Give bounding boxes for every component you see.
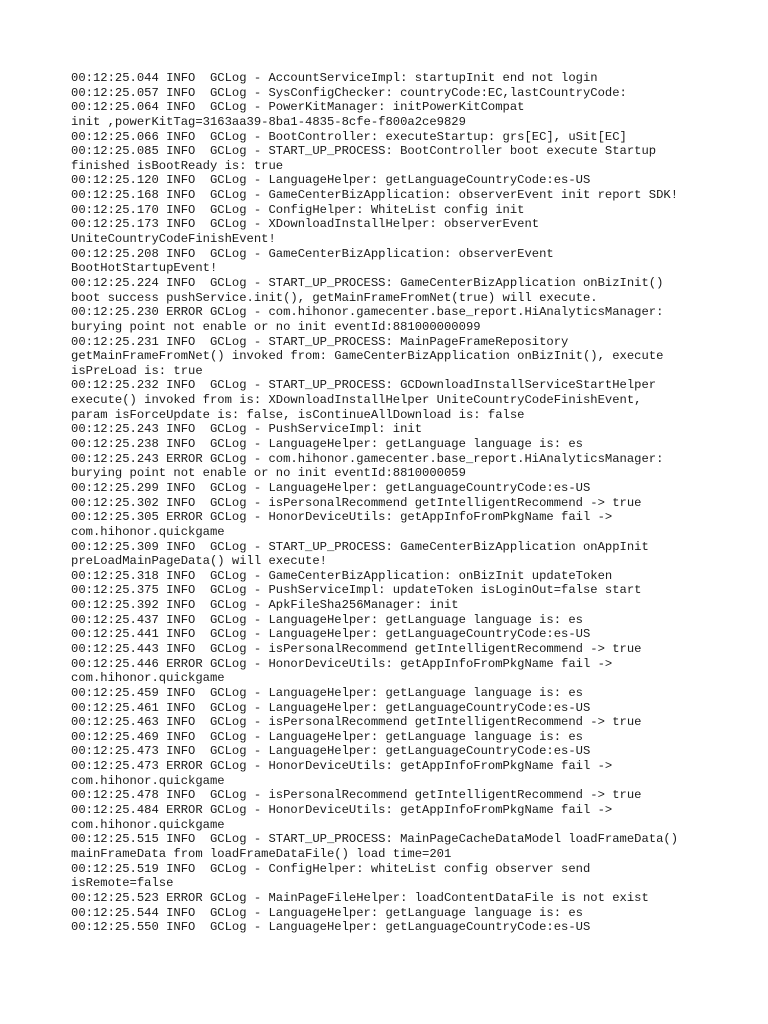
log-line: 00:12:25.441 INFO GCLog - LanguageHelper: getLanguageCountryCode:es-US [71,627,591,642]
log-line: finished isBootReady is: true [71,158,284,173]
log-line: 00:12:25.478 INFO GCLog - isPersonalRecommend getIntelligentRecommend -> true [71,788,642,803]
log-line: burying point not enable or no init eventId:881000000099 [71,319,481,334]
log-line: burying point not enable or no init eventId:8810000059 [71,466,466,481]
log-line: 00:12:25.120 INFO GCLog - LanguageHelper: getLanguageCountryCode:es-US [71,173,591,188]
log-document [71,71,751,935]
log-line: 00:12:25.519 INFO GCLog - ConfigHelper: whiteList config observer send [71,861,591,876]
log-line: 00:12:25.299 INFO GCLog - LanguageHelper: getLanguageCountryCode:es-US [71,480,591,495]
log-line: preLoadMainPageData() will execute! [71,554,327,569]
log-line: 00:12:25.437 INFO GCLog - LanguageHelper: getLanguage language is: es [71,612,583,627]
log-line: 00:12:25.305 ERROR GCLog - HonorDeviceUtils: getAppInfoFromPkgName fail -> [71,510,613,525]
log-line: 00:12:25.459 INFO GCLog - LanguageHelper: getLanguage language is: es [71,685,583,700]
log-line: 00:12:25.392 INFO GCLog - ApkFileSha256Manager: init [71,598,459,613]
log-line: 00:12:25.473 ERROR GCLog - HonorDeviceUtils: getAppInfoFromPkgName fail -> [71,759,613,774]
log-line: 00:12:25.208 INFO GCLog - GameCenterBizApplication: observerEvent [71,246,554,261]
log-line: isRemote=false [71,876,174,891]
log-line: 00:12:25.515 INFO GCLog - START_UP_PROCESS: MainPageCacheDataModel loadFrameData() [71,832,679,847]
log-line: 00:12:25.231 INFO GCLog - START_UP_PROCESS: MainPageFrameRepository [71,334,569,349]
log-line: BootHotStartupEvent! [71,261,218,276]
log-line: 00:12:25.170 INFO GCLog - ConfigHelper: WhiteList config init [71,202,525,217]
log-line: execute() invoked from is: XDownloadInstallHelper UniteCountryCodeFinishEvent, [71,393,642,408]
log-line: 00:12:25.461 INFO GCLog - LanguageHelper: getLanguageCountryCode:es-US [71,700,591,715]
log-line: 00:12:25.544 INFO GCLog - LanguageHelper: getLanguage language is: es [71,905,583,920]
log-line: UniteCountryCodeFinishEvent! [71,232,276,247]
log-line: 00:12:25.238 INFO GCLog - LanguageHelper: getLanguage language is: es [71,437,583,452]
log-line: 00:12:25.173 INFO GCLog - XDownloadInstallHelper: observerEvent [71,217,540,232]
log-line: 00:12:25.085 INFO GCLog - START_UP_PROCESS: BootController boot execute Startup [71,144,657,159]
log-line: 00:12:25.168 INFO GCLog - GameCenterBizApplication: observerEvent init report SDK! [71,188,679,203]
log-line: 00:12:25.243 INFO GCLog - PushServiceImpl: init [71,422,423,437]
log-line: 00:12:25.550 INFO GCLog - LanguageHelper: getLanguageCountryCode:es-US [71,920,591,935]
log-line: 00:12:25.224 INFO GCLog - START_UP_PROCESS: GameCenterBizApplication onBizInit() [71,275,664,290]
log-line: 00:12:25.523 ERROR GCLog - MainPageFileHelper: loadContentDataFile is not exist [71,890,649,905]
log-line: 00:12:25.318 INFO GCLog - GameCenterBizApplication: onBizInit updateToken [71,568,613,583]
log-line: com.hihonor.quickgame [71,524,225,539]
log-line: 00:12:25.064 INFO GCLog - PowerKitManager: initPowerKitCompat [71,100,525,115]
log-line: 00:12:25.446 ERROR GCLog - HonorDeviceUtils: getAppInfoFromPkgName fail -> [71,656,613,671]
log-line: 00:12:25.309 INFO GCLog - START_UP_PROCESS: GameCenterBizApplication onAppInit [71,539,649,554]
log-line: com.hihonor.quickgame [71,773,225,788]
log-line: 00:12:25.230 ERROR GCLog - com.hihonor.gamecenter.base_report.HiAnalyticsManager: [71,305,664,320]
log-line: com.hihonor.quickgame [71,817,225,832]
log-line: 00:12:25.463 INFO GCLog - isPersonalRecommend getIntelligentRecommend -> true [71,715,642,730]
log-line: 00:12:25.484 ERROR GCLog - HonorDeviceUtils: getAppInfoFromPkgName fail -> [71,803,613,818]
log-line: 00:12:25.057 INFO GCLog - SysConfigChecker: countryCode:EC,lastCountryCode: [71,85,627,100]
log-line: 00:12:25.044 INFO GCLog - AccountServiceImpl: startupInit end not login [71,71,598,85]
log-line: 00:12:25.443 INFO GCLog - isPersonalRecommend getIntelligentRecommend -> true [71,641,642,656]
log-line: param isForceUpdate is: false, isContinueAllDownload is: false [71,407,525,422]
log-line: boot success pushService.init(), getMainFrameFromNet(true) will execute. [71,290,598,305]
log-line: 00:12:25.302 INFO GCLog - isPersonalRecommend getIntelligentRecommend -> true [71,495,642,510]
log-line: 00:12:25.375 INFO GCLog - PushServiceImpl: updateToken isLoginOut=false start [71,583,642,598]
log-line: com.hihonor.quickgame [71,671,225,686]
log-line: 00:12:25.232 INFO GCLog - START_UP_PROCESS: GCDownloadInstallServiceStartHelper [71,378,657,393]
log-line: getMainFrameFromNet() invoked from: GameCenterBizApplication onBizInit(), execute [71,349,664,364]
log-line: 00:12:25.473 INFO GCLog - LanguageHelper: getLanguageCountryCode:es-US [71,744,591,759]
log-line: 00:12:25.243 ERROR GCLog - com.hihonor.gamecenter.base_report.HiAnalyticsManager: [71,451,664,466]
log-line: init ,powerKitTag=3163aa39-8ba1-4835-8cfe-f800a2ce9829 [71,114,466,129]
log-line: 00:12:25.066 INFO GCLog - BootController: executeStartup: grs[EC], uSit[EC] [71,129,627,144]
log-line: mainFrameData from loadFrameDataFile() load time=201 [71,846,452,861]
log-line: isPreLoad is: true [71,363,203,378]
log-line: 00:12:25.469 INFO GCLog - LanguageHelper: getLanguage language is: es [71,729,583,744]
